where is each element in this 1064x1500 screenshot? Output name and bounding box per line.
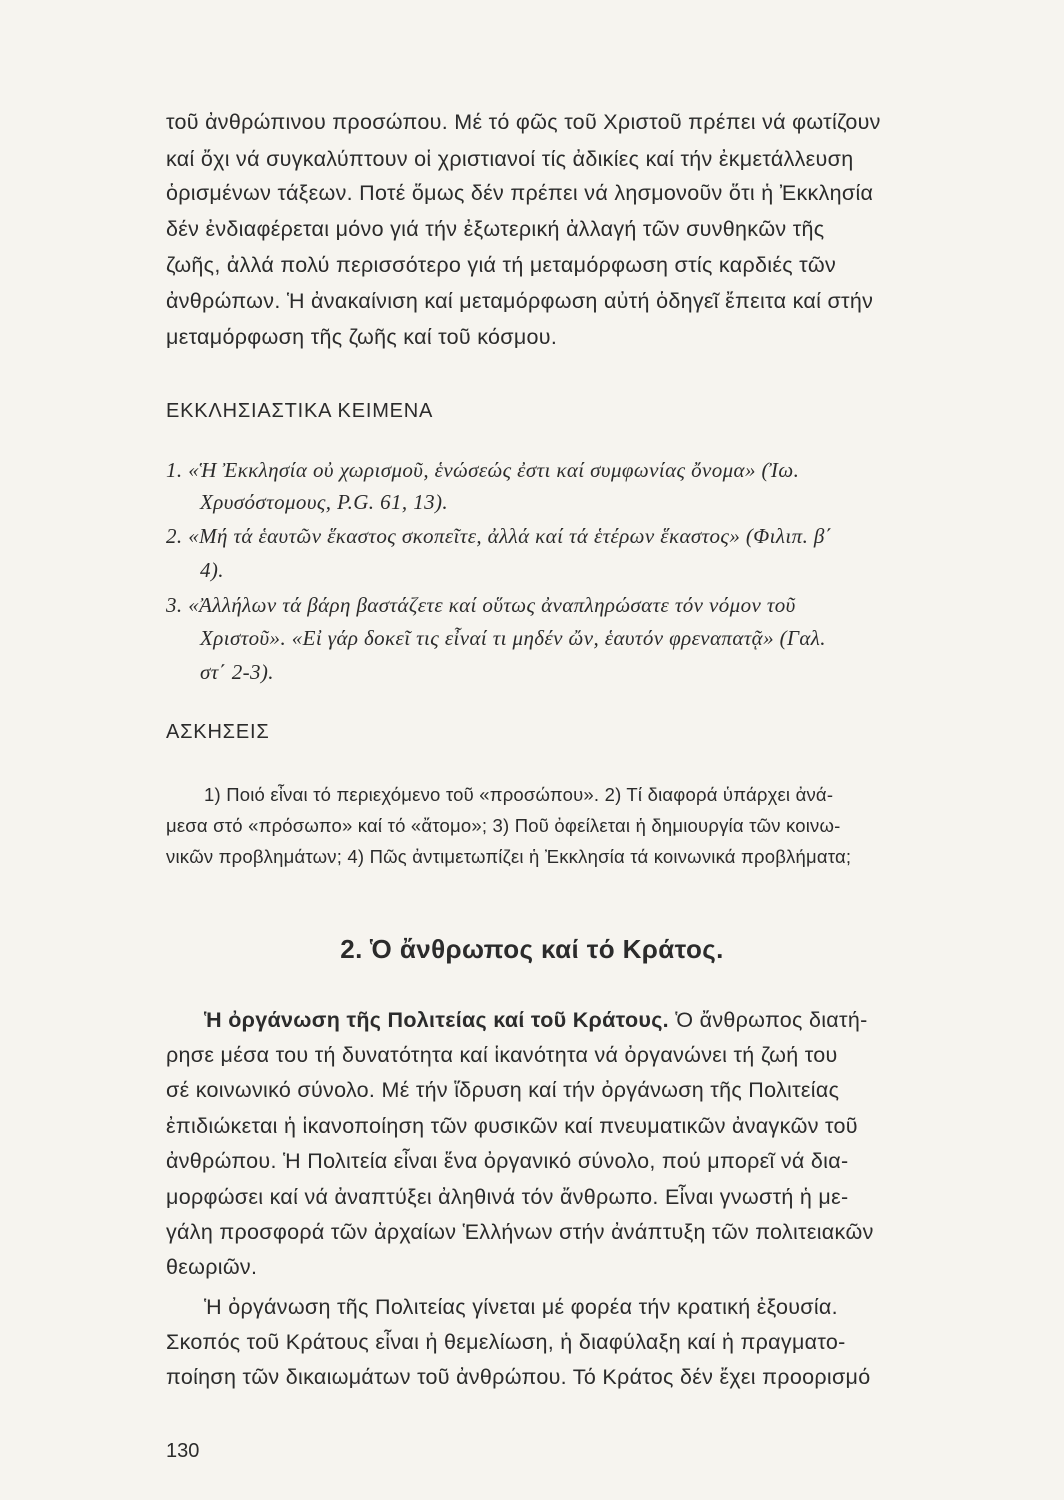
chapter-title: 2. Ὁ ἄνθρωπος καί τό Κράτος. [340,934,724,964]
church-text-line: Χρυσόστομους, P.G. 61, 13). [200,490,449,514]
section-line: ἀνθρώπου. Ἡ Πολιτεία εἶναι ἕνα ὀργανικό σύνολο, πού μπορεῖ νά δια- [166,1149,849,1173]
page-number: 130 [166,1440,200,1462]
section-line: ποίηση τῶν δικαιωμάτων τοῦ ἀνθρώπου. Τό Κράτος δέν ἔχει προορισμό [166,1365,871,1389]
intro-line: μεταμόρφωση τῆς ζωῆς καί τοῦ κόσμου. [166,325,558,349]
intro-line: δέν ἐνδιαφέρεται μόνο γιά τήν ἐξωτερική ἀλλαγή τῶν συνθηκῶν τῆς [166,217,825,241]
church-text-line: στ΄ 2-3). [200,660,274,684]
church-text-line: Χριστοῦ». «Εἰ γάρ δοκεῖ τις εἶναί τι μηδέν ὤν, ἑαυτόν φρεναπατᾷ» (Γαλ. [200,626,826,650]
intro-line: ἀνθρώπων. Ἡ ἀνακαίνιση καί μεταμόρφωση αὐτή ὁδηγεῖ ἔπειτα καί στήν [166,289,874,313]
intro-line: ὁρισμένων τάξεων. Ποτέ ὅμως δέν πρέπει νά λησμονοῦν ὅτι ἡ Ἐκκλησία [166,181,874,205]
section-line: θεωριῶν. [166,1255,258,1279]
exercise-line: νικῶν προβλημάτων; 4) Πῶς ἀντιμετωπίζει ἡ Ἐκκλησία τά κοινωνικά προβλήματα; [166,846,852,867]
section-line: ρησε μέσα του τή δυνατότητα καί ἱκανότητα νά ὀργανώνει τή ζωή του [166,1043,838,1067]
section-line: Σκοπός τοῦ Κράτους εἶναι ἡ θεμελίωση, ἡ διαφύλαξη καί ἡ πραγματο- [166,1330,846,1354]
section-first-line-text: Ὁ ἄνθρωπος διατή- [668,1008,868,1032]
church-text-line: 3. «Ἀλλήλων τά βάρη βαστάζετε καί οὕτως ἀναπληρώσατε τόν νόμον τοῦ [166,593,796,617]
section-first-line [204,1010,868,1032]
section-line: γάλη προσφορά τῶν ἀρχαίων Ἑλλήνων στήν ἀνάπτυξη τῶν πολιτειακῶν [166,1220,874,1244]
intro-line: τοῦ ἀνθρώπινου προσώπου. Μέ τό φῶς τοῦ Χριστοῦ πρέπει νά φωτίζουν [166,110,881,134]
section-line: Ἡ ὀργάνωση τῆς Πολιτείας γίνεται μέ φορέα τήν κρατική ἐξουσία. [204,1295,838,1319]
church-text-line: 1. «Ἡ Ἐκκλησία οὐ χωρισμοῦ, ἑνώσεώς ἐστι καί συμφωνίας ὄνομα» (Ἰω. [166,458,800,482]
church-text-line: 4). [200,558,224,582]
church-texts-heading: ΕΚΚΛΗΣΙΑΣΤΙΚΑ ΚΕΙΜΕΝΑ [166,400,434,422]
section-line: σέ κοινωνικό σύνολο. Μέ τήν ἵδρυση καί τήν ὀργάνωση τῆς Πολιτείας [166,1078,840,1102]
exercise-line: 1) Ποιό εἶναι τό περιεχόμενο τοῦ «προσώπου». 2) Τί διαφορά ὑπάρχει ἀνά- [204,784,834,805]
section-line: ἐπιδιώκεται ἡ ἱκανοποίηση τῶν φυσικῶν καί πνευματικῶν ἀναγκῶν τοῦ [166,1114,858,1138]
intro-line: ζωῆς, ἀλλά πολύ περισσότερο γιά τή μεταμόρφωση στίς καρδιές τῶν [166,253,837,277]
section-heading: Ἡ ὀργάνωση τῆς Πολιτείας καί τοῦ Κράτους. [204,1008,669,1032]
exercise-line: μεσα στό «πρόσωπο» καί τό «ἄτομο»; 3) Ποῦ ὀφείλεται ἡ δημιουργία τῶν κοινω- [166,815,841,836]
church-text-line: 2. «Μή τά ἑαυτῶν ἕκαστος σκοπεῖτε, ἀλλά καί τά ἑτέρων ἕκαστος» (Φιλιπ. β΄ [166,524,833,548]
intro-line: καί ὄχι νά συγκαλύπτουν οἱ χριστιανοί τίς ἀδικίες καί τήν ἐκμετάλλευση [166,147,854,171]
section-line: μορφώσει καί νά ἀναπτύξει ἀληθινά τόν ἄνθρωπο. Εἶναι γνωστή ἡ με- [166,1185,849,1209]
exercises-heading: ΑΣΚΗΣΕΙΣ [166,721,270,743]
